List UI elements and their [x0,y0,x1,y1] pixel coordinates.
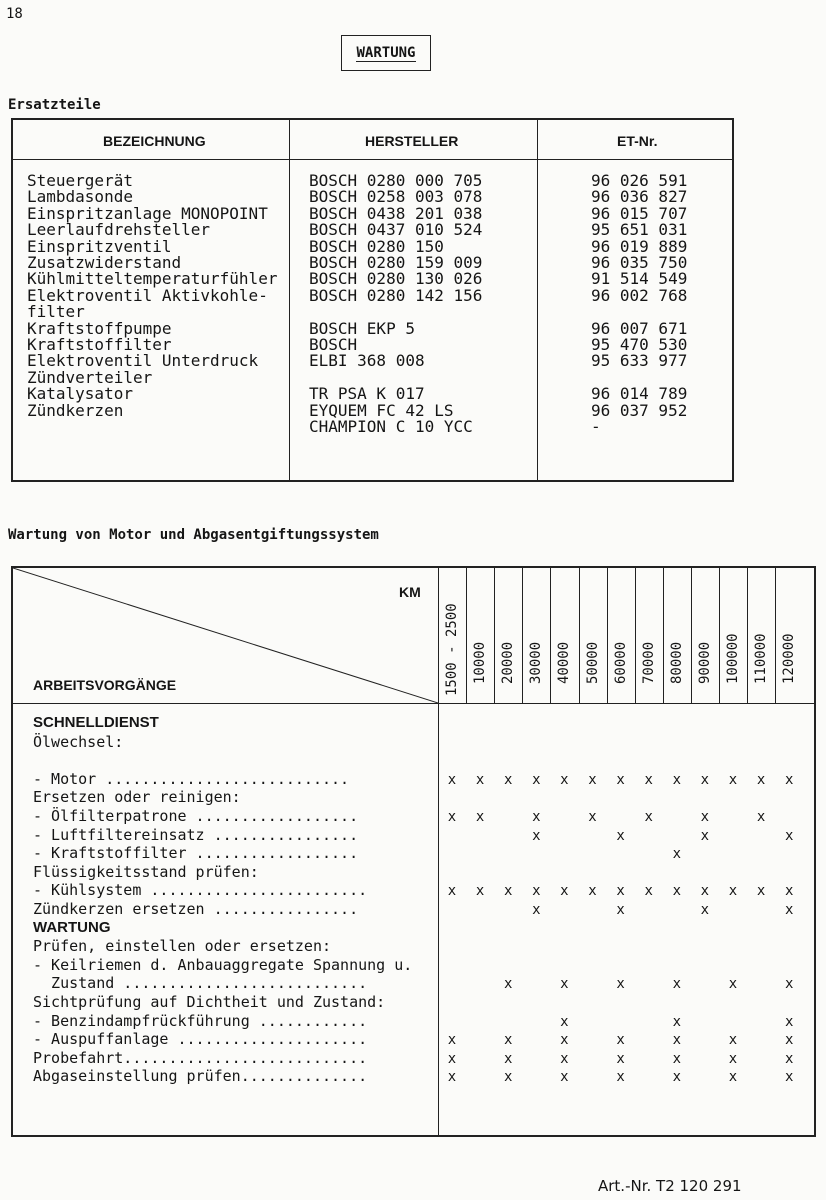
interval-mark: x [672,771,682,788]
parts-row-maker: CHAMPION C 10 YCC [309,417,473,436]
interval-mark: x [700,827,710,844]
maintenance-row-label: Zustand ........................... [33,974,368,993]
interval-mark: x [560,1013,569,1030]
km-column-divider [635,568,636,703]
km-column-header: 90000 [696,641,713,684]
interval-mark: x [616,1050,625,1067]
km-column-header: 120000 [781,633,798,684]
interval-mark: x [784,902,794,918]
interval-mark: x [503,976,513,993]
parts-row-maker: BOSCH [309,335,358,354]
interval-mark: x [616,1069,625,1086]
interval-mark: x [503,1069,513,1086]
parts-row-etnr: 96 036 827 [591,187,688,207]
interval-mark: x [784,976,794,993]
km-column-divider [747,568,748,703]
parts-row-name: Zündverteiler [27,367,153,387]
maintenance-section-title: Wartung von Motor und Abgasentgiftungssystem [8,527,379,543]
km-column-header: 80000 [668,641,685,684]
parts-row-maker: BOSCH 0258 003 078 [309,187,483,207]
interval-mark: x [728,771,738,788]
parts-row-maker: ELBI 368 008 [309,351,425,371]
parts-row-name: Leerlaufdrehsteller [27,220,211,240]
km-column-divider [494,568,495,703]
parts-row-name: Kraftstoffilter [27,335,172,354]
parts-row-name: Steuergerät [27,171,133,190]
interval-mark: x [447,1050,457,1067]
interval-mark: x [756,771,766,788]
interval-mark: x [560,976,569,993]
parts-row-etnr: 96 037 952 [591,400,688,420]
parts-column-divider [289,120,290,480]
interval-mark: x [475,809,485,825]
interval-mark: x [672,1032,682,1049]
parts-header-divider [13,159,732,160]
parts-row-etnr: 96 014 789 [591,384,688,404]
parts-table [11,118,734,482]
interval-mark: x [616,883,625,900]
parts-row-maker: BOSCH 0280 000 705 [309,171,483,190]
parts-row-name: Lambdasonde [27,187,133,207]
interval-mark: x [728,1069,738,1086]
km-column-divider [550,568,551,703]
parts-section-title: Ersatzteile [8,97,101,113]
parts-row-maker: BOSCH 0438 201 038 [309,203,483,223]
interval-mark: x [532,771,541,788]
km-column-divider [579,568,580,703]
maintenance-row-label: - Motor ........................... [33,769,350,788]
parts-header-name: BEZEICHNUNG [103,133,206,149]
interval-mark: x [560,883,569,900]
km-column-divider [607,568,608,703]
km-column-header: 1500 - 2500 [444,603,460,696]
interval-mark: x [672,1050,682,1067]
interval-mark: x [784,827,794,844]
km-column-divider [522,568,523,703]
km-label: KM [399,584,421,600]
km-column-header: 10000 [472,641,489,684]
interval-mark: x [447,883,457,900]
interval-mark: x [447,1032,457,1049]
maintenance-row-label: - Kühlsystem ........................ [33,881,368,900]
interval-mark: x [560,771,569,788]
interval-mark: x [700,809,710,825]
interval-mark: x [447,1069,457,1086]
interval-mark: x [784,1032,794,1049]
header-title: WARTUNG [356,44,416,61]
parts-row-name: Katalysator [27,384,133,404]
interval-mark: x [475,771,485,788]
header-title-box [341,35,431,71]
interval-mark: x [784,883,794,900]
interval-mark: x [560,1032,569,1049]
maintenance-row-label: Prüfen, einstellen oder ersetzen: [33,937,332,956]
parts-row-name: Elektroventil Unterdruck [27,351,259,371]
page-number: 18 [6,6,23,22]
interval-mark: x [447,771,457,788]
parts-row-etnr: 95 633 977 [591,351,688,371]
maintenance-row-label: - Luftfiltereinsatz ................ [33,825,359,844]
maintenance-row-label: Zündkerzen ersetzen ................ [33,900,359,918]
km-column-header: 20000 [500,641,517,684]
interval-mark: x [672,1013,682,1030]
km-column-header: 100000 [725,633,741,684]
parts-row-etnr: 96 015 707 [591,203,688,223]
work-label: ARBEITSVORGÄNGE [33,677,177,693]
km-column-divider [466,568,467,703]
parts-row-name: filter [27,302,85,322]
interval-mark: x [503,883,513,900]
header-divider [13,703,814,704]
interval-mark: x [616,976,625,993]
parts-row-name: Kraftstoffpumpe [27,318,172,338]
interval-mark: x [532,827,541,844]
maintenance-row-label: - Ölfilterpatrone .................. [33,807,359,825]
parts-row-etnr: 96 019 889 [591,236,688,256]
interval-mark: x [560,1069,569,1086]
maintenance-row-label: - Auspuffanlage ..................... [33,1030,368,1049]
parts-column-divider [537,120,538,480]
km-column-header: 110000 [753,633,770,684]
parts-header-etnr: ET-Nr. [617,133,658,149]
km-column-header: 60000 [612,641,629,684]
parts-row-maker: BOSCH 0280 150 [309,236,444,256]
interval-mark: x [672,1069,682,1086]
maintenance-row-label: - Kraftstoffilter .................. [33,844,359,863]
parts-row-etnr: 96 007 671 [591,318,688,338]
interval-mark: x [503,1032,513,1049]
parts-row-maker: BOSCH 0280 159 009 [309,253,483,272]
parts-row-name: Einspritzanlage MONOPOINT [27,203,268,223]
km-column-header: 50000 [584,641,601,684]
maintenance-row-label: Ersetzen oder reinigen: [33,788,241,807]
interval-mark: x [728,1032,738,1049]
parts-row-name: Elektroventil Aktivkohle- [27,285,268,305]
interval-mark: x [588,771,597,788]
interval-mark: x [560,1050,569,1067]
interval-mark: x [672,883,682,900]
parts-row-maker: BOSCH 0437 010 524 [309,220,483,240]
parts-row-name: Zündkerzen [27,400,124,420]
interval-mark: x [532,809,541,825]
maintenance-row-label: Probefahrt........................... [33,1048,368,1067]
interval-mark: x [700,883,710,900]
parts-row-maker: BOSCH EKP 5 [309,318,415,338]
interval-mark: x [588,809,597,825]
km-column-divider [719,568,720,703]
maintenance-row-label: Sichtprüfung auf Dichtheit und Zustand: [33,993,386,1011]
km-column-divider [775,568,776,703]
interval-mark: x [616,771,625,788]
interval-mark: x [588,883,597,900]
interval-mark: x [784,1069,794,1086]
maintenance-table [11,566,816,1137]
interval-mark: x [532,902,541,918]
maintenance-row-label: Ölwechsel: [33,732,124,751]
maintenance-row-label: Abgaseinstellung prüfen.............. [33,1067,368,1086]
interval-mark: x [756,883,766,900]
parts-row-maker: BOSCH 0280 142 156 [309,285,483,305]
parts-row-etnr: 96 026 591 [591,171,688,190]
interval-mark: x [644,809,653,825]
km-column-header: 30000 [528,641,545,684]
parts-row-name: Einspritzventil [27,236,172,256]
interval-mark: x [503,1050,513,1067]
km-column-divider [438,568,439,1135]
interval-mark: x [728,1050,738,1067]
parts-row-etnr: 95 470 530 [591,335,688,354]
interval-mark: x [447,809,457,825]
interval-mark: x [756,809,766,825]
interval-mark: x [644,883,653,900]
interval-mark: x [728,976,738,993]
interval-mark: x [784,771,794,788]
parts-row-etnr: 91 514 549 [591,269,688,289]
interval-mark: x [644,771,653,788]
maintenance-row-label: - Keilriemen d. Anbauaggregate Spannung u. [33,955,413,974]
interval-mark: x [616,1032,625,1049]
parts-row-etnr: 95 651 031 [591,220,688,240]
interval-mark: x [532,883,541,900]
km-column-header: 40000 [556,641,573,684]
interval-mark: x [700,902,710,918]
parts-row-etnr: 96 002 768 [591,285,688,305]
interval-mark: x [784,1050,794,1067]
interval-mark: x [616,902,625,918]
interval-mark: x [475,883,485,900]
maintenance-row-label: Flüssigkeitsstand prüfen: [33,862,259,881]
interval-mark: x [616,827,625,844]
interval-mark: x [503,771,513,788]
parts-row-name: Kühlmitteltemperaturfühler [27,269,278,289]
parts-row-maker: EYQUEM FC 42 LS [309,400,454,420]
maintenance-row-label: WARTUNG [33,918,111,936]
parts-row-maker: BOSCH 0280 130 026 [309,269,483,289]
article-number: Art.-Nr. T2 120 291 [598,1177,742,1195]
maintenance-row-label: - Benzindampfrückführung ............ [33,1011,368,1030]
parts-row-name: Zusatzwiderstand [27,253,182,272]
parts-row-etnr: 96 035 750 [591,253,688,272]
maintenance-row-label: SCHNELLDIENST [33,714,159,731]
interval-mark: x [672,976,682,993]
km-column-divider [663,568,664,703]
km-column-header: 70000 [640,641,657,684]
interval-mark: x [784,1013,794,1030]
parts-row-etnr: - [591,417,601,436]
interval-mark: x [700,771,710,788]
parts-header-maker: HERSTELLER [365,133,459,149]
interval-mark: x [672,846,682,863]
interval-mark: x [728,883,738,900]
parts-row-maker: TR PSA K 017 [309,384,425,404]
km-column-divider [691,568,692,703]
